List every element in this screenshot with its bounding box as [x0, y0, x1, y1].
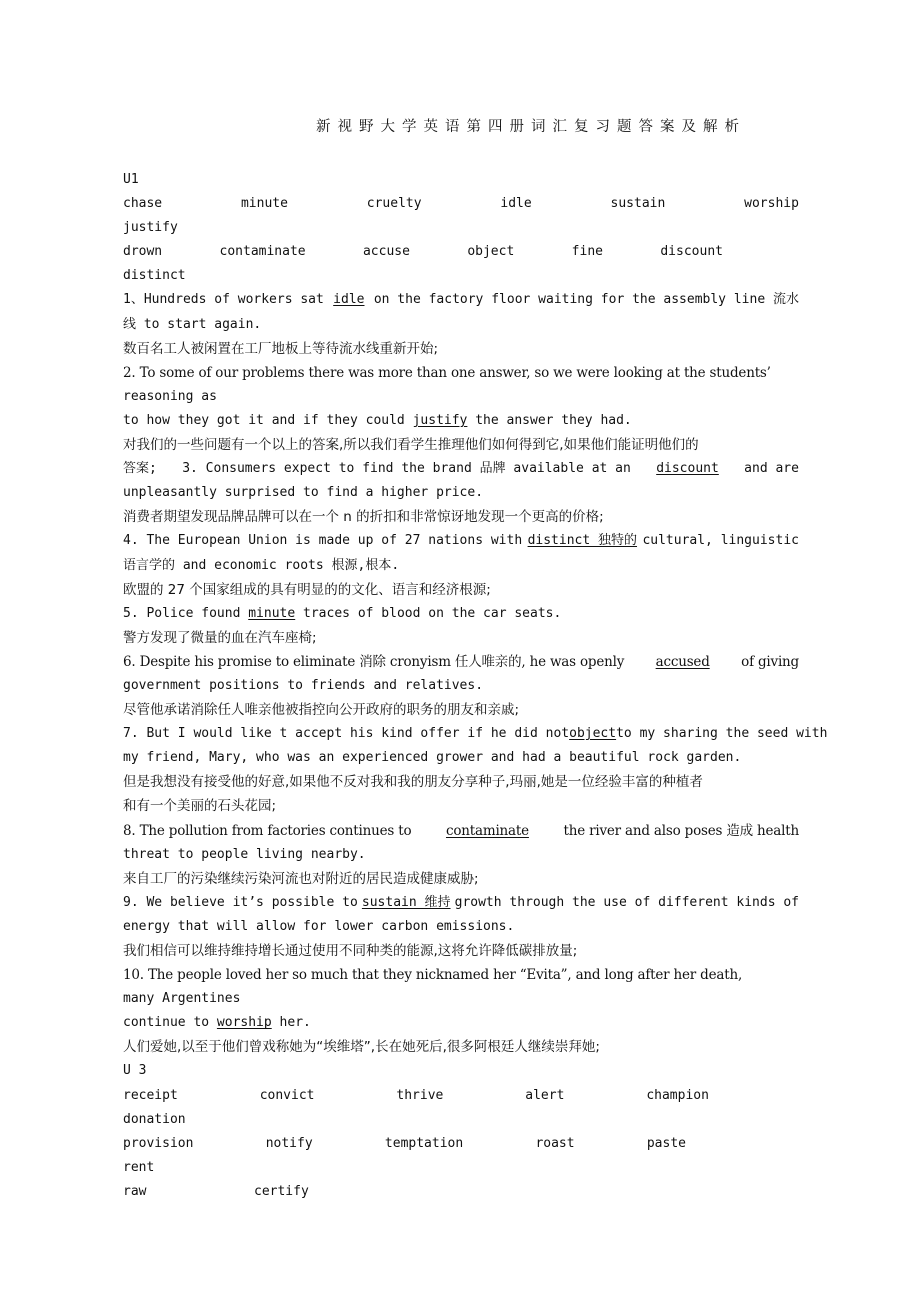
answer-word: contaminate: [445, 822, 529, 839]
question-line: my friend, Mary, who was an experienced grower and had a beautiful rock garden.: [123, 750, 742, 766]
unit-heading: U 3: [123, 1063, 147, 1079]
answer-word: idle: [333, 292, 365, 308]
word-bank-item: donation: [123, 1111, 186, 1127]
word-bank-item: worship: [744, 196, 799, 212]
question-line: threat to people living nearby.: [123, 846, 366, 862]
word-bank-item: champion: [646, 1087, 709, 1103]
question-line: 8. The pollution from factories continues to contaminate the river and also poses 造成 health: [123, 819, 799, 843]
question-line: continue to worship her.: [123, 1011, 799, 1035]
word-bank-item: cruelty: [366, 196, 422, 212]
word-bank-item: temptation: [384, 1135, 464, 1151]
word-bank-item: chase: [123, 196, 163, 212]
question-line: government positions to friends and relatives.: [123, 677, 484, 693]
word-bank-item: object: [467, 244, 515, 260]
translation-line: 消费者期望发现品牌品牌可以在一个 n 的折扣和非常惊讶地发现一个更高的价格;: [123, 509, 604, 526]
translation-line: 警方发现了微量的血在汽车座椅;: [123, 629, 317, 646]
word-bank-item: notify: [265, 1135, 313, 1151]
question-line: 答案; 3. Consumers expect to find the brand 品牌 available at an discount and are: [123, 457, 799, 481]
translation-line: 人们爱她,以至于他们曾戏称她为“埃维塔”,长在她死后,很多阿根廷人继续崇拜她;: [123, 1039, 600, 1056]
unit-heading: U1: [123, 172, 139, 187]
document-body: [123, 168, 828, 1204]
translation-line: 来自工厂的污染继续污染河流也对附近的居民造成健康威胁;: [123, 870, 479, 887]
question-line: unpleasantly surprised to find a higher price.: [123, 485, 484, 501]
word-bank-item: fine: [571, 244, 603, 260]
question-line: 6. Despite his promise to eliminate 消除 cronyism 任人唯亲的, he was openly accused of giving: [123, 650, 799, 674]
translation-line: 答案;: [123, 461, 157, 477]
word-bank-row: [123, 1132, 799, 1156]
question-line: 7. But I would like t accept his kind offer if he did not object to my sharing the seed with: [123, 722, 799, 746]
word-bank-item: rent: [123, 1159, 155, 1175]
translation-line: 但是我想没有接受他的好意,如果他不反对我和我的朋友分享种子,玛丽,她是一位经验丰富的种植者: [123, 774, 703, 791]
word-bank-item: accuse: [362, 244, 410, 260]
translation-line: 数百名工人被闲置在工厂地板上等待流水线重新开始;: [123, 340, 439, 357]
word-bank-item: minute: [240, 196, 288, 212]
word-bank-item: certify: [254, 1183, 309, 1199]
translation-line: 和有一个美丽的石头花园;: [123, 798, 277, 815]
word-bank-item: thrive: [396, 1087, 444, 1103]
answer-word: accused: [655, 653, 710, 670]
translation-line: 欧盟的 27 个国家组成的具有明显的的文化、语言和经济根源;: [123, 581, 491, 598]
word-bank-item: idle: [500, 196, 532, 212]
word-bank-item: drown: [123, 244, 163, 260]
word-bank-row: [123, 240, 799, 264]
word-bank-row: [123, 192, 799, 216]
page-title: 新视野大学英语第四册词汇复习题答案及解析: [316, 119, 746, 135]
translation-line: 对我们的一些问题有一个以上的答案,所以我们看学生推理他们如何得到它,如果他们能证明他们的: [123, 437, 699, 454]
answer-word: discount: [656, 461, 719, 477]
word-bank-item: roast: [535, 1135, 575, 1151]
question-line: 1、Hundreds of workers sat idle on the factory floor waiting for the assembly line 流水: [123, 288, 799, 312]
question-line: 5. Police found minute traces of blood on the car seats.: [123, 602, 799, 626]
question-line: to how they got it and if they could justify the answer they had.: [123, 409, 799, 433]
answer-word: object: [569, 726, 617, 742]
translation-line: 我们相信可以维持维持增长通过使用不同种类的能源,这将允许降低碳排放量;: [123, 943, 578, 959]
word-bank-item: discount: [660, 244, 723, 260]
word-bank-item: receipt: [123, 1087, 178, 1103]
answer-word: distinct 独特的: [527, 533, 638, 549]
word-bank-item: provision: [123, 1135, 194, 1151]
word-bank-item: convict: [259, 1087, 315, 1103]
answer-word: justify: [412, 412, 468, 428]
word-bank-row: [123, 1180, 799, 1204]
word-bank-item: sustain: [610, 196, 666, 212]
question-line: 2. To some of our problems there was more than one answer, so we were looking at the students’: [123, 364, 771, 381]
translation-line: 尽管他承诺消除任人唯亲他被指控向公开政府的职务的朋友和亲戚;: [123, 702, 520, 719]
question-line: many Argentines: [123, 991, 241, 1007]
word-bank-item: justify: [123, 220, 178, 236]
word-bank-item: raw: [123, 1183, 147, 1199]
question-line: 4. The European Union is made up of 27 nations with distinct 独特的 cultural, linguistic: [123, 529, 799, 553]
word-bank-item: distinct: [123, 268, 186, 284]
answer-word: worship: [216, 1015, 272, 1031]
question-line: 语言学的 and economic roots 根源,根本.: [123, 557, 400, 573]
word-bank-row: [123, 1084, 799, 1108]
question-line: 9. We believe it’s possible to sustain 维持 growth through the use of different kinds of: [123, 891, 799, 915]
word-bank-item: contaminate: [219, 244, 306, 260]
question-line: reasoning as: [123, 388, 217, 404]
word-bank-item: paste: [646, 1135, 686, 1151]
question-line: energy that will allow for lower carbon emissions.: [123, 918, 515, 934]
question-line: 10. The people loved her so much that they nicknamed her “Evita”, and long after her death,: [123, 967, 743, 984]
answer-word: sustain 维持: [361, 894, 451, 910]
word-bank-item: alert: [525, 1087, 565, 1103]
answer-word: minute: [248, 605, 296, 621]
question-line: 线 to start again.: [123, 316, 262, 332]
